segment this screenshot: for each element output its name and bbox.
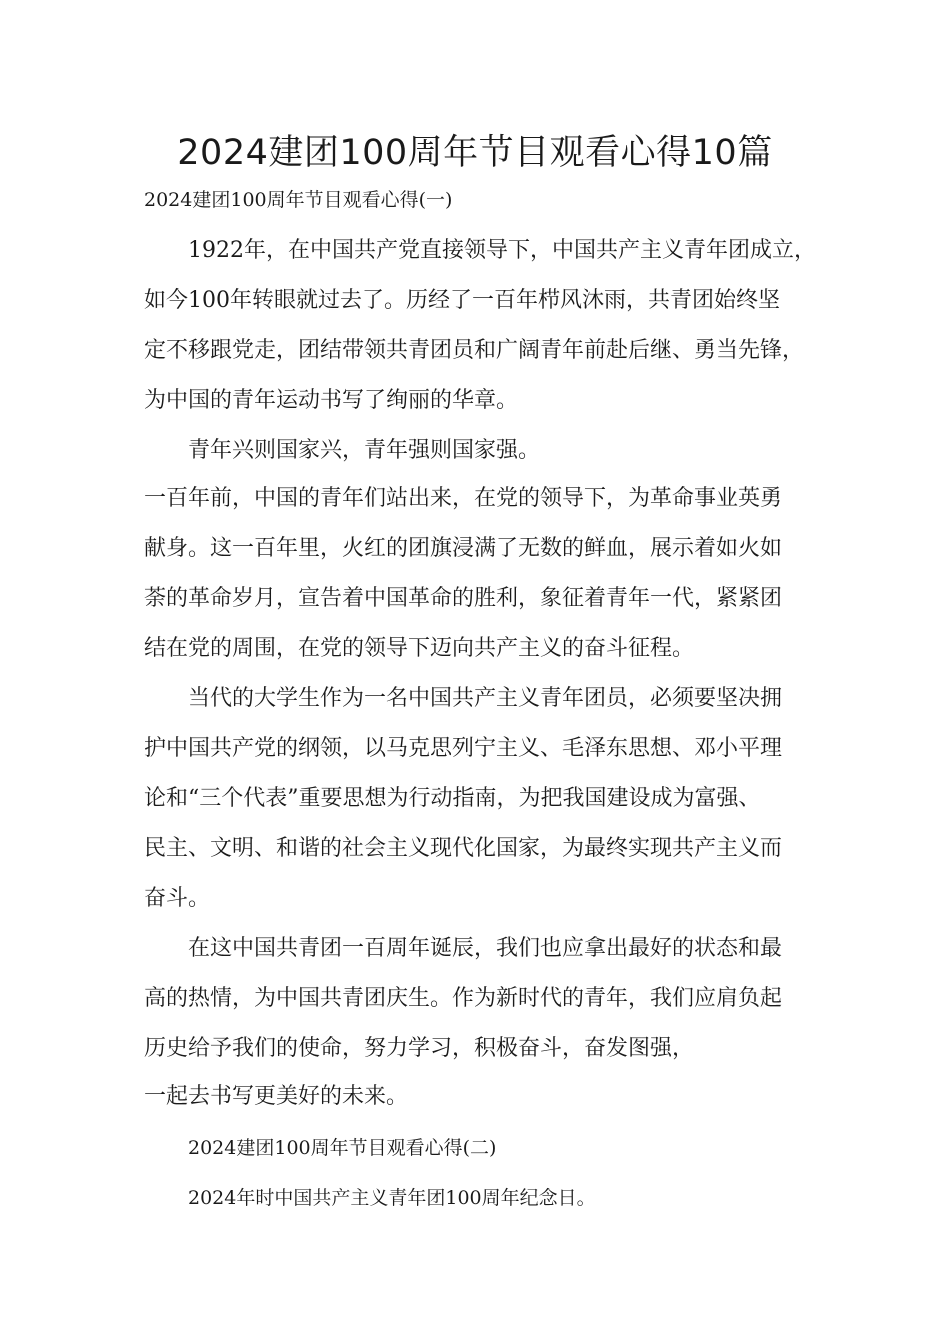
paragraph-line: 献身。这一百年里，火红的团旗浸满了无数的鲜血，展示着如火如 <box>144 536 783 561</box>
paragraph-line: 高的热情，为中国共青团庆生。作为新时代的青年，我们应肩负起 <box>144 986 783 1011</box>
paragraph-line: 荼的革命岁月，宣告着中国革命的胜利，象征着青年一代，紧紧团 <box>144 586 783 611</box>
paragraph-line: 定不移跟党走，团结带领共青团员和广阔青年前赴后继、勇当先锋， <box>144 338 805 363</box>
paragraph-line: 民主、文明、和谐的社会主义现代化国家，为最终实现共产主义而 <box>144 836 783 861</box>
paragraph-line: 一百年前，中国的青年们站出来，在党的领导下，为革命事业英勇 <box>144 486 783 511</box>
paragraph-line: 青年兴则国家兴，青年强则国家强。 <box>188 438 541 463</box>
paragraph-line: 当代的大学生作为一名中国共产主义青年团员，必须要坚决拥 <box>188 686 783 711</box>
paragraph-line: 2024年时中国共产主义青年团100周年纪念日。 <box>188 1187 596 1209</box>
section-heading-1: 2024建团100周年节目观看心得(一) <box>144 189 453 211</box>
paragraph-line: 护中国共产党的纲领，以马克思列宁主义、毛泽东思想、邓小平理 <box>144 736 783 761</box>
paragraph-line: 在这中国共青团一百周年诞辰，我们也应拿出最好的状态和最 <box>188 936 783 961</box>
paragraph-line: 论和“三个代表”重要思想为行动指南，为把我国建设成为富强、 <box>144 786 761 811</box>
paragraph-line: 结在党的周围，在党的领导下迈向共产主义的奋斗征程。 <box>144 636 695 661</box>
paragraph-line: 为中国的青年运动书写了绚丽的华章。 <box>144 388 519 413</box>
paragraph-line: 1922年，在中国共产党直接领导下，中国共产主义青年团成立， <box>188 238 816 263</box>
document-title: 2024建团100周年节目观看心得10篇 <box>177 133 773 173</box>
paragraph-line: 一起去书写更美好的未来。 <box>144 1084 409 1109</box>
paragraph-line: 历史给予我们的使命，努力学习，积极奋斗，奋发图强， <box>144 1036 695 1061</box>
paragraph-line: 如今100年转眼就过去了。历经了一百年栉风沐雨，共青团始终坚 <box>144 288 780 313</box>
paragraph-line: 奋斗。 <box>144 886 211 911</box>
section-heading-2: 2024建团100周年节目观看心得(二) <box>188 1137 497 1159</box>
